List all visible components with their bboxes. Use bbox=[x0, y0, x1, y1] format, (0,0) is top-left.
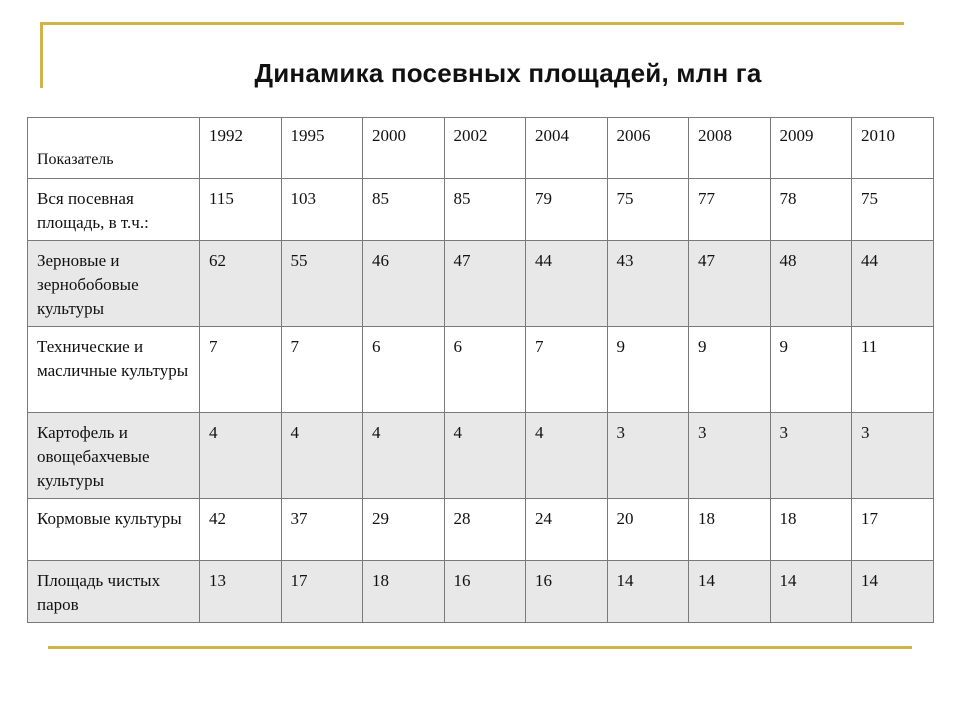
table-cell: 9 bbox=[607, 327, 689, 413]
table-cell: 4 bbox=[200, 413, 282, 499]
table-cell: 20 bbox=[607, 499, 689, 561]
table-cell: 18 bbox=[689, 499, 771, 561]
table-cell: 3 bbox=[852, 413, 934, 499]
header-year: 2002 bbox=[444, 118, 526, 179]
table-cell: 17 bbox=[281, 561, 363, 623]
table-cell: 103 bbox=[281, 179, 363, 241]
table-cell: 77 bbox=[689, 179, 771, 241]
header-year: 2008 bbox=[689, 118, 771, 179]
table-cell: 14 bbox=[607, 561, 689, 623]
header-indicator: Показатель bbox=[28, 118, 200, 179]
table-row-potato-vegetables bbox=[28, 413, 934, 499]
table-cell: 115 bbox=[200, 179, 282, 241]
header-year: 2010 bbox=[852, 118, 934, 179]
table-cell: 6 bbox=[444, 327, 526, 413]
header-year: 2000 bbox=[363, 118, 445, 179]
table-row-total-area bbox=[28, 179, 934, 241]
table-cell: 6 bbox=[363, 327, 445, 413]
header-year: 2004 bbox=[526, 118, 608, 179]
table-cell: 43 bbox=[607, 241, 689, 327]
table-cell: 14 bbox=[770, 561, 852, 623]
decorative-bottom-line bbox=[48, 646, 912, 649]
table-cell: 44 bbox=[852, 241, 934, 327]
table-cell: 47 bbox=[689, 241, 771, 327]
table-cell: 9 bbox=[770, 327, 852, 413]
table-cell: 11 bbox=[852, 327, 934, 413]
table-cell: 17 bbox=[852, 499, 934, 561]
table-cell: 3 bbox=[770, 413, 852, 499]
table-cell: 7 bbox=[526, 327, 608, 413]
table-cell: 9 bbox=[689, 327, 771, 413]
table-cell: 47 bbox=[444, 241, 526, 327]
header-year: 2006 bbox=[607, 118, 689, 179]
table-cell: 62 bbox=[200, 241, 282, 327]
table-cell: 14 bbox=[689, 561, 771, 623]
table-cell: 85 bbox=[363, 179, 445, 241]
table-cell: 75 bbox=[607, 179, 689, 241]
table-cell: 28 bbox=[444, 499, 526, 561]
table-row-forage-crops bbox=[28, 499, 934, 561]
header-year: 2009 bbox=[770, 118, 852, 179]
row-label: Технические и масличные культуры bbox=[28, 327, 200, 413]
table-cell: 44 bbox=[526, 241, 608, 327]
table-cell: 13 bbox=[200, 561, 282, 623]
table-cell: 18 bbox=[363, 561, 445, 623]
table-cell: 16 bbox=[444, 561, 526, 623]
table-cell: 46 bbox=[363, 241, 445, 327]
table-cell: 4 bbox=[363, 413, 445, 499]
table-cell: 4 bbox=[281, 413, 363, 499]
row-label: Зерновые и зернобобовые культуры bbox=[28, 241, 200, 327]
table-cell: 29 bbox=[363, 499, 445, 561]
row-label: Кормовые культуры bbox=[28, 499, 200, 561]
header-year: 1995 bbox=[281, 118, 363, 179]
table-row-grain-crops bbox=[28, 241, 934, 327]
row-label: Вся посевная площадь, в т.ч.: bbox=[28, 179, 200, 241]
sown-area-table bbox=[27, 117, 934, 623]
table-cell: 16 bbox=[526, 561, 608, 623]
table-cell: 3 bbox=[689, 413, 771, 499]
table-cell: 4 bbox=[444, 413, 526, 499]
table-cell: 79 bbox=[526, 179, 608, 241]
table-row-technical-crops bbox=[28, 327, 934, 413]
header-year: 1992 bbox=[200, 118, 282, 179]
table-cell: 48 bbox=[770, 241, 852, 327]
decorative-top-line bbox=[40, 22, 904, 25]
table-cell: 78 bbox=[770, 179, 852, 241]
table-row-fallow-area bbox=[28, 561, 934, 623]
slide-title: Динамика посевных площадей, млн га bbox=[254, 58, 762, 88]
table-cell: 18 bbox=[770, 499, 852, 561]
table-cell: 7 bbox=[281, 327, 363, 413]
table-cell: 42 bbox=[200, 499, 282, 561]
table-cell: 75 bbox=[852, 179, 934, 241]
table-cell: 3 bbox=[607, 413, 689, 499]
table-cell: 7 bbox=[200, 327, 282, 413]
table-cell: 55 bbox=[281, 241, 363, 327]
table-cell: 14 bbox=[852, 561, 934, 623]
table-cell: 24 bbox=[526, 499, 608, 561]
table-cell: 37 bbox=[281, 499, 363, 561]
table-cell: 4 bbox=[526, 413, 608, 499]
row-label: Картофель и овощебахчевые культуры bbox=[28, 413, 200, 499]
row-label: Площадь чистых паров bbox=[28, 561, 200, 623]
table-header-row bbox=[28, 118, 934, 179]
table-cell: 85 bbox=[444, 179, 526, 241]
